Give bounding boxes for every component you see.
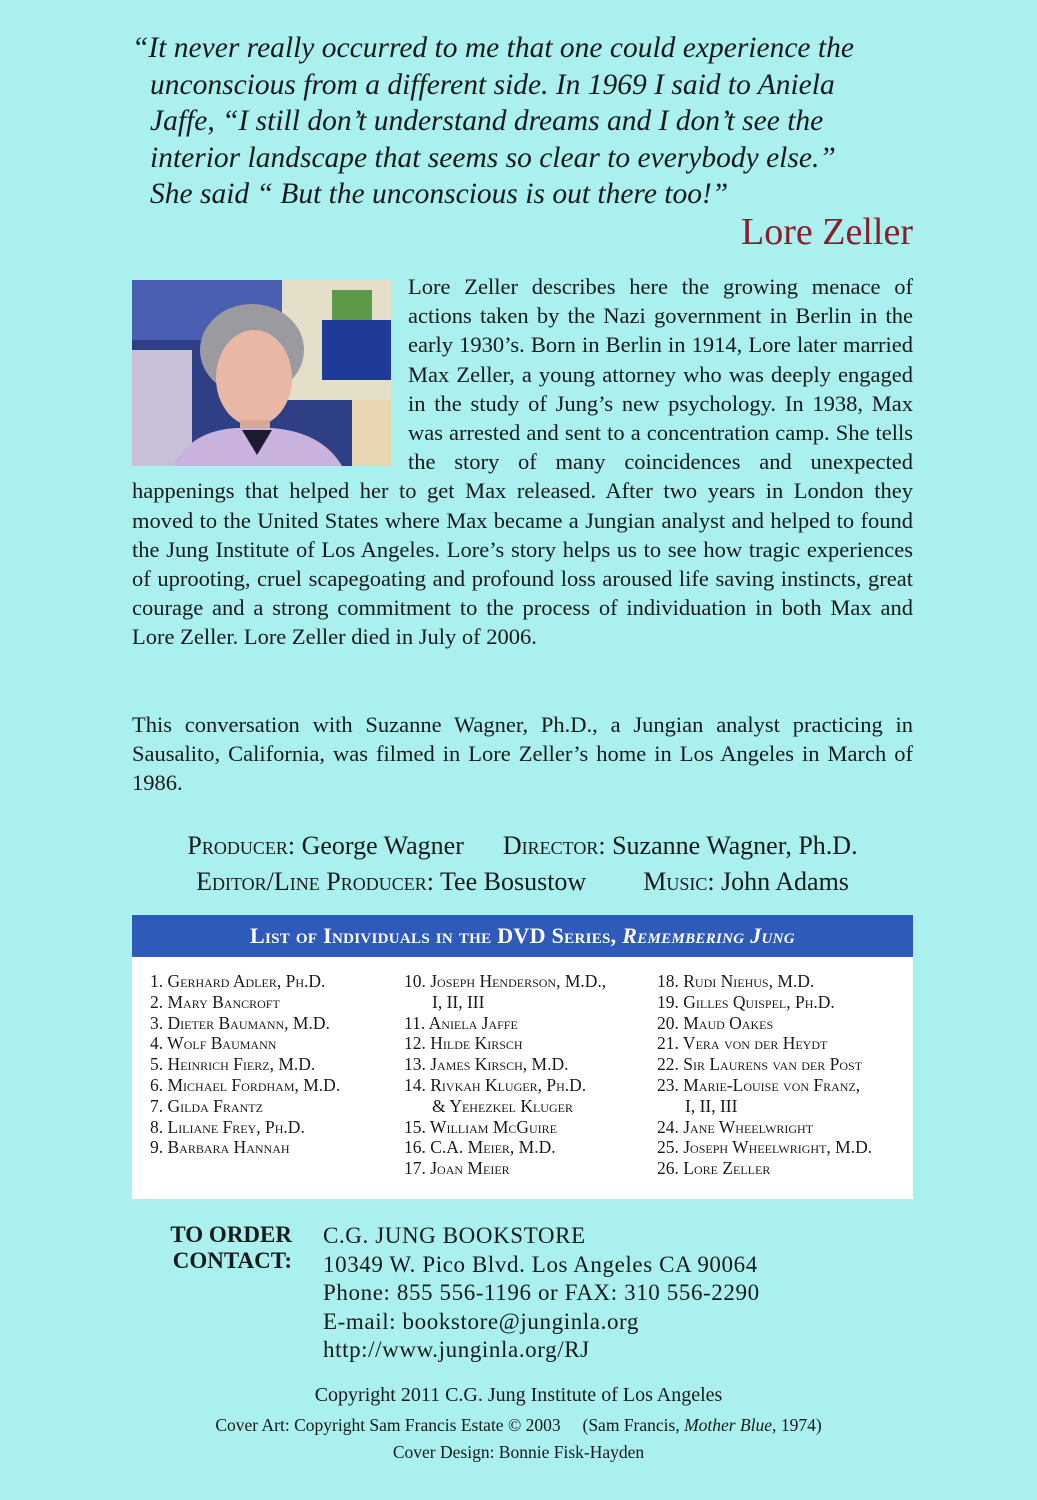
credits-row [132,828,913,864]
list-item: 4. Wolf Baumann [150,1033,277,1054]
music-name: John Adams [721,867,849,896]
list-item: 7. Gilda Frantz [150,1095,263,1116]
biography-paragraph: Lore Zeller describes here the growing menace of actions taken by the Nazi government in Berlin in the early 1930’s. Born in Berlin in 1914, Lore later married Max Zeller, a young attorney who was deeply engaged in the study of Jung’s new psychology. In 1938, Max was arrested and sent to a concentration camp. She tells the story of many coincidences and unexpected happenings that helped her to get Max released. After two years in London they moved to the United States where Max became a Jungian analyst and helped to found the Jung Institute of Los Angeles. Lore’s story helps us to see how tragic experiences of uprooting, cruel scapegoating and profound loss aroused life saving instincts, great courage and a strong commitment to the process of individuation in both Max and Lore Zeller. Lore Zeller died in July of 2006. [132,274,913,650]
biography-text [132,272,913,652]
list-item-continuation: I, II, III [685,1095,738,1116]
editor-label: Editor/Line Producer: [196,867,434,896]
list-item: 16. C.A. Meier, M.D. [404,1137,556,1158]
credits-row [132,864,913,900]
list-item: 5. Heinrich Fierz, M.D. [150,1054,316,1075]
director-name: Suzanne Wagner, Ph.D. [612,831,858,860]
cover-art-title: Mother Blue, [684,1415,777,1435]
dvd-series-list [132,915,913,1199]
bookstore-address: 10349 W. Pico Blvd. Los Angeles CA 90064 [323,1251,758,1277]
bookstore-phone: Phone: 855 556-1196 or FAX: 310 556-2290 [323,1280,760,1305]
list-item: 25. Joseph Wheelwright, M.D. [657,1137,873,1158]
list-item: 18. Rudi Niehus, M.D. [657,971,815,991]
list-item: 20. Maud Oakes [657,1012,774,1033]
list-item: 22. Sir Laurens van der Post [657,1054,863,1075]
bookstore-url: http://www.junginla.org/RJ [323,1337,590,1362]
quote-attribution: Lore Zeller [741,211,913,253]
list-item: 21. Vera von der Heydt [657,1033,828,1054]
list-column [150,971,340,1158]
bookstore-name: C.G. JUNG BOOKSTORE [323,1223,586,1248]
list-item: 10. Joseph Henderson, M.D., [404,971,607,991]
list-item: 23. Marie-Louise von Franz, [657,1074,861,1095]
series-title: Remembering Jung [622,923,795,948]
quote-line: “It never really occurred to me that one could experience the [132,32,854,64]
conversation-note: This conversation with Suzanne Wagner, Ph.D., a Jungian analyst practicing in Sausalito, California, was filmed in Lore Zeller’s home in Los Angeles in March of 1986. [132,712,913,796]
producer-label: Producer: [187,831,296,860]
list-item: 17. Joan Meier [404,1158,510,1179]
quote-line: unconscious from a different side. In 1969 I said to Aniela [150,68,835,101]
order-label-line: TO ORDER [170,1222,292,1247]
list-item: 1. Gerhard Adler, Ph.D. [150,971,326,991]
cover-art-credit [0,1415,1037,1436]
copyright-line: Copyright 2011 C.G. Jung Institute of Los Angeles [314,1384,723,1406]
cover-design-credit: Cover Design: Bonnie Fisk-Hayden [392,1442,645,1462]
list-item: 3. Dieter Baumann, M.D. [150,1012,330,1033]
order-label [140,1222,292,1274]
list-column [404,971,606,1179]
order-label-line: CONTACT: [172,1248,292,1273]
editor-name: Tee Bosustow [439,867,587,896]
quote-line: She said “ But the unconscious is out there too!” [150,178,729,210]
bookstore-email: E-mail: bookstore@junginla.org [323,1308,639,1334]
pull-quote [132,30,912,213]
list-item: 19. Gilles Quispel, Ph.D. [657,991,835,1012]
photo-spacer [132,272,408,472]
list-item: 2. Mary Bancroft [150,991,280,1012]
cover-art-copyright: Cover Art: Copyright Sam Francis Estate © 2003 [215,1415,561,1435]
credits [132,828,913,900]
list-item-continuation: I, II, III [432,991,485,1012]
order-contact [323,1222,760,1365]
list-item: 9. Barbara Hannah [150,1137,290,1158]
quote-line: Jaffe, “I still don’t understand dreams and I don’t see the [150,105,824,137]
producer-name: George Wagner [301,831,464,860]
list-item: 6. Michael Fordham, M.D. [150,1074,341,1095]
director-label: Director: [502,831,606,860]
list-item: 14. Rivkah Kluger, Ph.D. [404,1074,587,1095]
cover-art-year: 1974) [776,1415,822,1435]
list-item-continuation: & Yehezkel Kluger [432,1095,573,1116]
list-header-text: List of Individuals in the DVD Series, [250,923,623,948]
list-column [657,971,872,1179]
list-item: 11. Aniela Jaffe [404,1012,518,1033]
list-item: 13. James Kirsch, M.D. [404,1054,569,1075]
list-item: 24. Jane Wheelwright [657,1116,814,1137]
music-label: Music: [643,867,715,896]
list-item: 26. Lore Zeller [657,1158,771,1179]
list-item: 12. Hilde Kirsch [404,1033,523,1054]
cover-art-source: (Sam Francis, [582,1415,685,1435]
list-header [132,915,913,957]
quote-line: interior landscape that seems so clear to everybody else.” [150,141,836,174]
list-item: 8. Liliane Frey, Ph.D. [150,1116,305,1137]
list-item: 15. William McGuire [404,1116,558,1137]
